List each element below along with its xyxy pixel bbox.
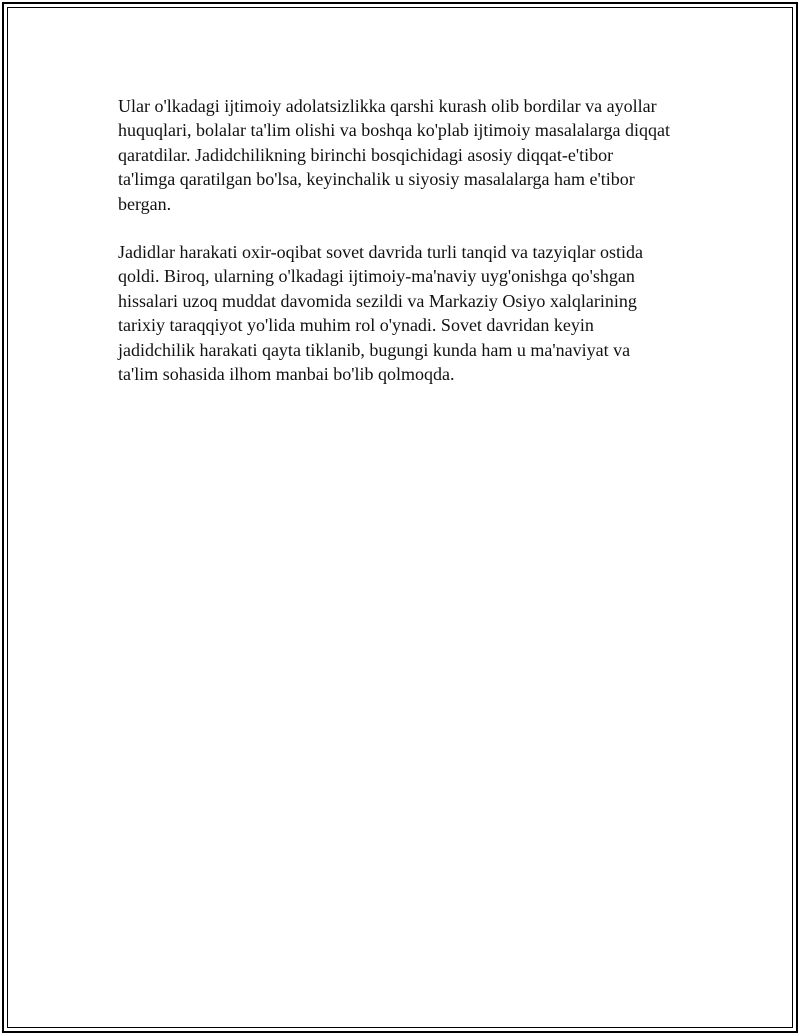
text-line: tarixiy taraqqiyot yo'lida muhim rol o'ynadi. Sovet davridan keyin	[118, 315, 594, 336]
text-line: bergan.	[118, 193, 172, 214]
text-line: ta'lim sohasida ilhom manbai bo'lib qolmoqda.	[118, 364, 455, 385]
document-body	[118, 94, 698, 410]
text-line: qoldi. Biroq, ularning o'lkadagi ijtimoiy-ma'naviy uyg'onishga qo'shgan	[118, 266, 635, 287]
text-line: jadidchilik harakati qayta tiklanib, bugungi kunda ham u ma'naviyat va	[118, 339, 631, 360]
text-line: qaratdilar. Jadidchilikning birinchi bosqichidagi asosiy diqqat-e'tibor	[118, 144, 614, 165]
text-line: Ular o'lkadagi ijtimoiy adolatsizlikka qarshi kurash olib bordilar va ayollar	[118, 96, 657, 116]
text-line: ta'limga qaratilgan bo'lsa, keyinchalik u siyosiy masalalarga ham e'tibor	[118, 169, 635, 190]
text-line: huquqlari, bolalar ta'lim olishi va boshqa ko'plab ijtimoiy masalalarga diqqat	[118, 120, 671, 141]
paragraph-1	[118, 94, 698, 216]
text-line: hissalari uzoq muddat davomida sezildi va Markaziy Osiyo xalqlarining	[118, 290, 637, 311]
paragraph-2	[118, 240, 698, 386]
text-line: Jadidlar harakati oxir-oqibat sovet davrida turli tanqid va tazyiqlar ostida	[118, 242, 643, 263]
